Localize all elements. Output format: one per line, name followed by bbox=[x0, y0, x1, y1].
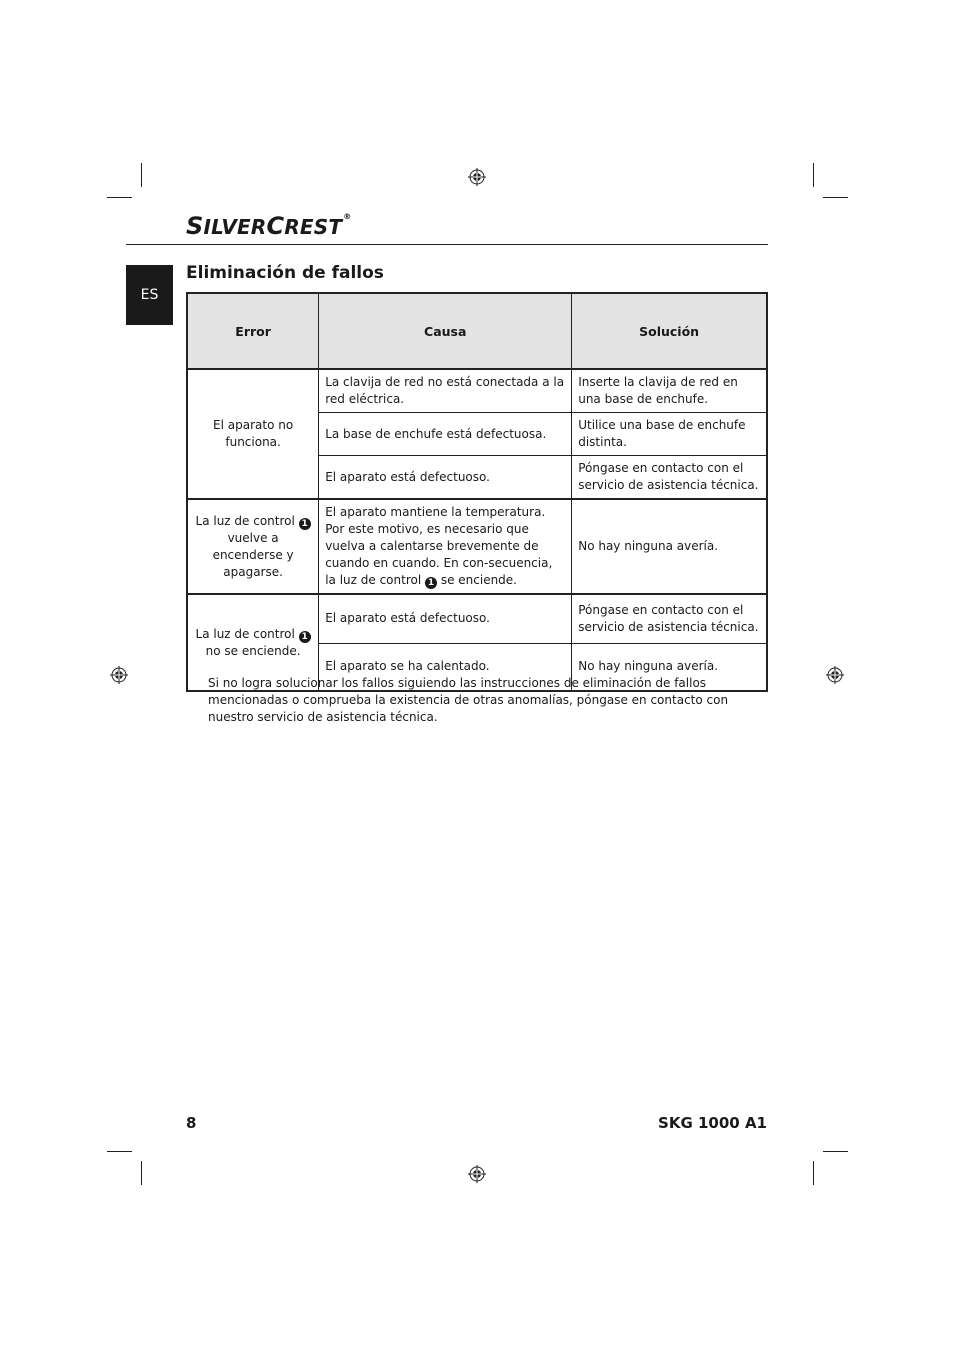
crop-mark bbox=[813, 163, 814, 187]
table-row bbox=[187, 594, 767, 643]
table-group bbox=[187, 499, 767, 594]
model-number: SKG 1000 A1 bbox=[658, 1114, 767, 1132]
registration-mark-icon bbox=[826, 666, 844, 684]
registration-mark-icon bbox=[468, 168, 486, 186]
error-cell: El aparato no funciona. bbox=[187, 369, 319, 499]
cause-cell: El aparato está defectuoso. bbox=[319, 594, 572, 643]
crop-mark bbox=[823, 197, 848, 198]
solution-cell: Póngase en contacto con el servicio de asistencia técnica. bbox=[572, 594, 767, 643]
crop-mark bbox=[141, 1161, 142, 1185]
crop-mark bbox=[107, 1151, 132, 1152]
error-cell: La luz de control 1 vuelve a encenderse y apagarse. bbox=[187, 499, 319, 594]
solution-cell: Utilice una base de enchufe distinta. bbox=[572, 413, 767, 456]
page-number: 8 bbox=[186, 1114, 197, 1132]
cause-cell: El aparato mantiene la temperatura. Por este motivo, es necesario que vuelva a calentarse brevemente de cuando en cuando. En con-secuencia, la luz de control 1 se enciende. bbox=[319, 499, 572, 594]
table-row bbox=[187, 369, 767, 413]
solution-cell: Póngase en contacto con el servicio de asistencia técnica. bbox=[572, 456, 767, 500]
table-row bbox=[187, 499, 767, 594]
control-light-number-icon: 1 bbox=[425, 577, 437, 589]
error-cell: La luz de control 1 no se enciende. bbox=[187, 594, 319, 691]
cause-cell: La base de enchufe está defectuosa. bbox=[319, 413, 572, 456]
crop-mark bbox=[107, 197, 132, 198]
crop-mark bbox=[823, 1151, 848, 1152]
language-tab: ES bbox=[126, 265, 173, 325]
cause-cell: La clavija de red no está conectada a la red eléctrica. bbox=[319, 369, 572, 413]
header-cause: Causa bbox=[319, 293, 572, 369]
header-solution: Solución bbox=[572, 293, 767, 369]
support-note: Si no logra solucionar los fallos siguiendo las instrucciones de eliminación de fallos mencionadas o comprueba la existencia de otras anomalías, póngase en contacto con nuestro servicio de asistencia técnica. bbox=[208, 676, 729, 724]
registration-mark-icon bbox=[468, 1165, 486, 1183]
solution-cell: Inserte la clavija de red en una base de enchufe. bbox=[572, 369, 767, 413]
table-header-row bbox=[187, 293, 767, 369]
table-group bbox=[187, 369, 767, 499]
solution-cell: No hay ninguna avería. bbox=[572, 499, 767, 594]
section-title: Eliminación de fallos bbox=[186, 263, 384, 283]
crop-mark bbox=[813, 1161, 814, 1185]
solution-cell: No hay ninguna avería. bbox=[572, 643, 767, 691]
header-rule bbox=[126, 244, 768, 245]
registration-mark-icon bbox=[110, 666, 128, 684]
control-light-number-icon: 1 bbox=[299, 518, 311, 530]
header-error: Error bbox=[187, 293, 319, 369]
control-light-number-icon: 1 bbox=[299, 631, 311, 643]
brand-logo: SILVERCREST® bbox=[186, 212, 352, 240]
troubleshooting-table bbox=[186, 292, 768, 692]
cause-cell: El aparato se ha calentado. bbox=[319, 643, 572, 691]
cause-cell: El aparato está defectuoso. bbox=[319, 456, 572, 500]
crop-mark bbox=[141, 163, 142, 187]
